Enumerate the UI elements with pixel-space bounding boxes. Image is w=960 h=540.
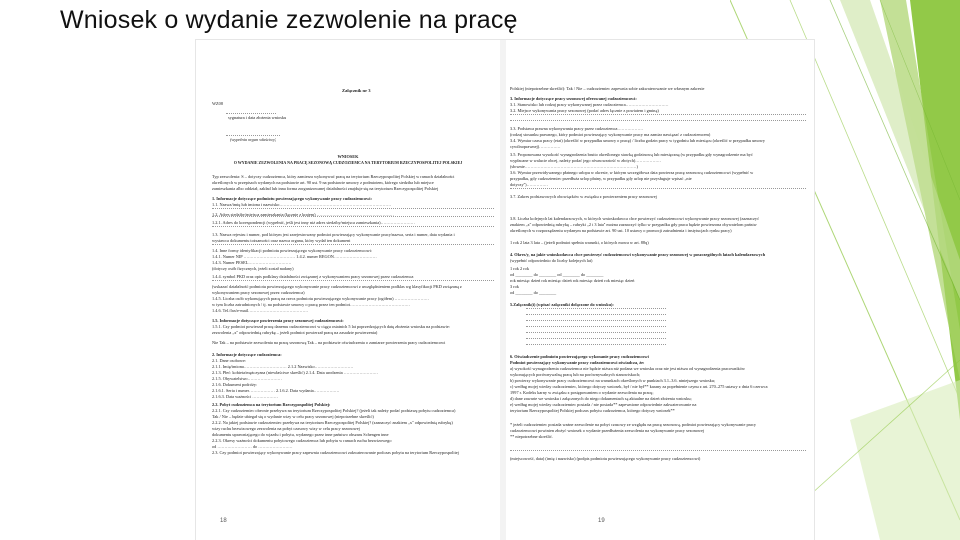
right-page-line: (słownie……………………………………………………………………) — [510, 164, 638, 169]
right-page-line: 1 rok 2 rok — [510, 266, 529, 271]
left-page-line: zamieszkania albo oddział, zakład lub inna forma zorganizowanej działalności znajduje się na terytorium Rzeczypospolitej Polskiej — [212, 186, 439, 191]
right-page-line: cudzoziemcowi powinien złożyć wniosek o wydanie przedłużenia zezwolenia na wykonywanie pracy sezonowej — [510, 428, 705, 433]
left-page-line: 1.2.1. Adres do korespondencji (wypełnić, jeśli jest inny niż adres siedziby/miejsca zamieszkania)…………………… — [212, 220, 415, 225]
right-page-line: terytorium Rzeczypospolitej Polskiej podczas pobytu cudzoziemca, którego dotyczy wniosek** — [510, 408, 675, 413]
left-page-line: 1.4.4. symbol PKD oraz opis podklasy działalności związanej z wykonywaniem pracy sezonowej przez cudzoziemca — [212, 274, 414, 279]
left-page-line: 2.1.6. Dokument podróży: — [212, 382, 258, 387]
answer-dotted-line — [526, 344, 666, 345]
left-page-line: 2.2. Pobyt cudzoziemca na terytorium Rzeczypospolitej Polskiej: — [212, 402, 331, 407]
left-page-line: 2.1.6.1. Seria i numer……………… 2.1.6.2. Data wydania……………… — [212, 388, 340, 393]
right-page-line: Polskiej (niepotrzebne skreślić): Tak / Nie – cudzoziemiec zapewnia sobie zakwaterowanie we własnym zakresie — [510, 86, 705, 91]
right-page-line: 6. Oświadczenie podmiotu powierzającego wykonanie pracy cudzoziemcowi — [510, 354, 649, 359]
answer-dotted-line — [212, 226, 494, 227]
signature-line-label: sygnatura i data złożenia wniosku — [228, 115, 287, 120]
answer-dotted-line — [212, 280, 494, 281]
form-page-left — [196, 40, 500, 540]
right-page-line: 1997 r. Kodeks karny w związku z postępowaniem o wydanie zezwolenia na pracę; — [510, 390, 654, 395]
right-page-line: 5.Załącznik(i) (wpisać załączniki dołączone do wniosku): — [510, 302, 614, 307]
right-page-line: 3.1. Stanowisko lub rodzaj pracy wykonywanej przez cudzoziemca………………………… — [510, 102, 669, 107]
page-number-right: 19 — [598, 518, 605, 524]
left-page-line: 1.4.6. Tel./fax/e-mail…………………………………… — [212, 308, 309, 313]
left-page-line: 1.4.1. Numer NIP ……………………………… 1.4.2. numer REGON………………………… — [212, 254, 377, 259]
left-page-line: w tym liczba zatrudnionych / tj. na podstawie umowy o pracę przez ten podmiot…………………………………… — [212, 302, 411, 307]
right-page-line: (rodzaj stosunku prawnego, który podmiot powierzający wykonywanie pracy ma zamiar nawiązać z cudzoziemcem) — [510, 132, 711, 137]
left-page-line: 2.1.5. Obywatelstwo…………………… — [212, 376, 282, 381]
left-page-line: 1.4.3. Numer PESEL………………………… — [212, 260, 292, 265]
left-page-line: 2.2.3. Okresy ważności dokumentu pobytowego cudzoziemca lub pobytu w ramach ruchu bezwizowego — [212, 438, 392, 443]
right-page-line: od ________ do ________ — [510, 290, 557, 295]
right-page-line: od ________ do ________ od ________ do ________ — [510, 272, 604, 277]
left-page-line: od …………………… do …………………… — [212, 444, 293, 449]
left-page-line: 2.1.6.3. Data ważności ……………… — [212, 394, 278, 399]
left-page-line: 1.5.1. Czy podmiot powierzał pracę danemu cudzoziemcowi w ciągu ostatnich 5 lat poprzedzających datę złożenia wniosku na podstawie: — [212, 324, 450, 329]
form-page-right — [506, 40, 814, 540]
answer-dotted-line — [526, 314, 666, 315]
stamp-line-label: (wypełnia organ właściwy) — [230, 137, 277, 142]
answer-dotted-line — [212, 216, 494, 217]
left-page-line: (dotyczy osób fizycznych, jeżeli został nadany) — [212, 266, 294, 271]
right-page-line: 3.6. Wymiar przewidywanego płatnego urlopu w okresie, w którym szczegółowa data powierza pracę sezonową cudzoziemcowi (wypełnić w — [510, 170, 754, 175]
left-page-line: 1.1. Nazwa/imię lub imiona i nazwisko…………………………………………………………………… — [212, 202, 392, 207]
left-page-line: 1.4. Inne formy identyfikacji podmiotu powierzającego wykonywanie pracy cudzoziemcowi: — [212, 248, 373, 253]
right-page-line: ** niepotrzebne skreślić. — [510, 434, 553, 439]
left-page-line: zezwolenia „x'' odpowiednią rubrykę – jeżeli podmiot powierzał pracę na zasadzie powierzenia) — [212, 330, 378, 335]
right-page-line: znakiem „x'' odpowiednią rubrykę – rubryki „2 i 3 lata'' można zaznaczyć tylko w przypadku gdy praca będzie powierzona obywatelom państw — [510, 222, 757, 227]
answer-dotted-line — [526, 338, 666, 339]
left-page-line: dokumentu uprawniającego do wjazdu i pobytu, wydanego przez inne państwo obszaru Schengen inne — [212, 432, 389, 437]
right-page-line: przypadku, gdy cudzoziemiec przedłuża urlop płatny, w przypadku gdy urlop nie przysługuje wpisać „nie — [510, 176, 692, 181]
form-heading: WNIOSEK — [337, 154, 359, 159]
left-page-line: 1.3. Nazwa rejestru i numer, pod którym jest zarejestrowany podmiot powierzający wykonywanie pracy/nazwa, seria i numer, data wydania i — [212, 232, 455, 237]
left-page-line: wystawca dokumentu tożsamości oraz nazwa organu, który wydał ten dokument — [212, 238, 351, 243]
left-page-line: 1.4.5. Liczba osób wykonujących pracę na rzecz podmiotu powierzającego wykonywanie pracy (ogółem) …………………… — [212, 296, 430, 301]
right-page-line: a) wysokość wynagrodzenia cudzoziemca nie będzie niższa niż podana we wniosku oraz nie jest niższa od wynagrodzenia pracowników — [510, 366, 745, 371]
left-page-line: wykonywaniem pracy sezonowej przez cudzoziemca) — [212, 290, 305, 295]
answer-dotted-line — [510, 450, 806, 451]
right-page-line: d) dane zawarte we wniosku i załączonych do niego dokumentach są aktualne na dzień złożenia wniosku; — [510, 396, 692, 401]
right-page-line: dotyczy'')…………… — [510, 182, 549, 187]
right-page-line: cywilnoprawnej)…………… — [510, 144, 561, 149]
right-page-line: wypłacane w walucie obcej, należy podać jego równowartość w złotych)……………… — [510, 158, 662, 163]
right-page-line: b) powierzy wykonywanie pracy cudzoziemcowi na warunkach określonych w punktach 3.1–3.6. niniejszego wniosku; — [510, 378, 716, 383]
form-document — [196, 40, 814, 540]
left-page-line: Typ zezwolenia: S – dotyczy cudzoziemca, który zamierza wykonywać pracę na terytorium Rzeczypospolitej Polskiej w ramach działalności — [212, 174, 455, 179]
right-page-line: (wypełnić odpowiednio do liczby kolejnych lat) — [510, 258, 593, 263]
right-page-line: wykonujących porównywalną pracę lub na porównywalnych stanowiskach; — [510, 372, 641, 377]
answer-dotted-line — [526, 326, 666, 327]
right-page-line: c) według mojej wiedzy cudzoziemiec, którego dotyczy wniosek, był / nie był** karany za popełnienie czynu z art. 270–275 ustawy z dnia 6 czerwca — [510, 384, 768, 389]
answer-dotted-line — [526, 332, 666, 333]
answer-dotted-line — [212, 244, 494, 245]
answer-dotted-line — [526, 308, 666, 309]
left-page-line: 1. Informacje dotyczące podmiotu powierzającego wykonywanie pracy cudzoziemcowi: — [212, 196, 372, 201]
left-page-line: 1.2. Adres siedziby/miejsca zamieszkania (łącznie z krajem) ……………………………………………… — [212, 212, 394, 217]
right-page-line: 3.8. Liczba kolejnych lat kalendarzowych, w których wnioskodawca chce powierzyć cudzoziemcowi wykonywanie pracy sezonowej (zaznaczyć — [510, 216, 759, 221]
right-page-line: 3. Informacje dotyczące pracy sezonowej oferowanej cudzoziemcowi: — [510, 96, 637, 101]
left-page-line: (wskazać działalność podmiotu powierzającego wykonywanie pracy cudzoziemcowi z uwzględnieniem podklas wg klasyfikacji PKD związaną z — [212, 284, 462, 289]
page-number-left: 18 — [220, 518, 227, 524]
annex-label: Załącznik nr 3 — [342, 88, 371, 93]
right-page-line: 1 rok 2 lata 3 lata – (jeżeli podmiot spełnia warunki, o których mowa w art. 88q) — [510, 240, 649, 245]
left-page-line: wizy ruchu bezwizowego zezwolenia na pobyt czasowy wizy w celu pracy sezonowej — [212, 426, 360, 431]
right-page-line: 3.3. Podstawa prawna wykonywania pracy przez cudzoziemca……………… — [510, 126, 644, 131]
left-page-line: Tak / Nie – będzie ubiegał się o wydanie wizy w celu pracy sezonowej (niepotrzebne skreślić) — [212, 414, 374, 419]
right-page-line: 3 rok — [510, 284, 519, 289]
answer-dotted-line — [526, 320, 666, 321]
right-page-line: * jeżeli cudzoziemiec posiada ważne zezwolenie na pobyt czasowy ze względu na pracę sezonową, podmiot powierzający wykonywanie pracy — [510, 422, 757, 427]
left-page-line: 2.2.2. Na jakiej podstawie cudzoziemiec przebywa na terytorium Rzeczypospolitej Polskiej? (zaznaczyć znakiem „x'' odpowiednią rubrykę) — [212, 420, 453, 425]
left-page-line: 2.3. Czy podmiot powierzający wykonywanie pracy zapewnia cudzoziemcowi zakwaterowanie podczas pobytu na terytorium Rzeczypospolitej — [212, 450, 459, 455]
slide-title: Wniosek o wydanie zezwolenie na pracę — [60, 6, 518, 34]
left-page-line: 2.1. Dane osobowe: — [212, 358, 247, 363]
right-page-line: określonych w rozporządzeniu wydanym na podstawie art. 90 ust. 10 ustawy o promocji zatrudnienia i instytucjach rynku pracy) — [510, 228, 732, 233]
left-page-line: Nie Tak – na podstawie zezwolenia na pracę sezonową Tak – na podstawie oświadczenia o zamiarze powierzenia pracy cudzoziemcowi — [212, 340, 446, 345]
right-page-line: 3.2. Miejsce wykonywania pracy sezonowej (podać adres łącznie z powiatem i gminą) — [510, 108, 659, 113]
answer-dotted-line — [510, 114, 806, 115]
right-page-line: rok miesiąc dzień rok miesiąc dzień rok miesiąc dzień rok miesiąc dzień — [510, 278, 635, 283]
left-page-line: 2. Informacje dotyczące cudzoziemca: — [212, 352, 282, 357]
right-page-line: (miejscowość, data) (imię i nazwisko) (podpis podmiotu powierzającego wykonywanie pracy cudzoziemcowi) — [510, 456, 701, 461]
answer-dotted-line — [510, 188, 806, 189]
right-page-line: 4. Okres/y, na jakie wnioskodawca chce powierzyć cudzoziemcowi wykonywanie pracy sezonowej w poszczególnych latach kalendarzowych — [510, 252, 766, 257]
right-page-line: Podmiot powierzający wykonywanie pracy cudzoziemcowi oświadcza, że: — [510, 360, 645, 365]
left-page-line: 2.2.1. Czy cudzoziemiec obecnie przebywa na terytorium Rzeczypospolitej Polskiej? (jeżeli tak należy podać podstawę pobytu cudzoziemca) — [212, 408, 456, 413]
right-page-line: 3.7. Zakres podstawowych obowiązków w związku z powierzeniem pracy sezonowej — [510, 194, 657, 199]
left-page-line: określonych w przepisach wydanych na podstawie art. 90 ust. 9 na podstawie umowy z podmiotem, którego siedziba lub miejsce — [212, 180, 434, 185]
left-page-line: 2.1.1. Imię/imiona………………………… 2.1.2 Nazwisko……………………… — [212, 364, 354, 369]
form-heading-sub: O WYDANIE ZEZWOLENIA NA PRACĘ SEZONOWĄ CUDZOZIEMCA NA TERYTORIUM RZECZYPOSPOLITEJ POLSKIEJ — [233, 160, 463, 165]
left-page-line: 2.1.3. Płeć: kobieta/mężczyzna (niewłaściwe skreślić) 2.1.4. Data urodzenia …………………… — [212, 370, 379, 375]
right-page-line: e) według mojej wiedzy cudzoziemiec posiada / nie posiada** zapewnione odpowiednie zakwaterowanie na — [510, 402, 697, 407]
right-page-line: 3.5. Proponowana wysokość wynagrodzenia brutto określonego stawką godzinową lub miesięczną (w przypadku gdy wynagrodzenie ma być — [510, 152, 753, 157]
answer-dotted-line — [510, 120, 806, 121]
left-page-line: 1.5. Informacje dotyczące powierzenia pracy sezonowej cudzoziemcowi: — [212, 318, 344, 323]
form-code: WZ08 — [212, 101, 223, 106]
right-page-line: 3.4. Wymiar czasu pracy (etat) (określić w przypadku umowy o pracę) / liczba godzin pracy w tygodniu lub miesiącu (określić w przypadku umowy — [510, 138, 766, 143]
answer-dotted-line — [212, 208, 494, 209]
